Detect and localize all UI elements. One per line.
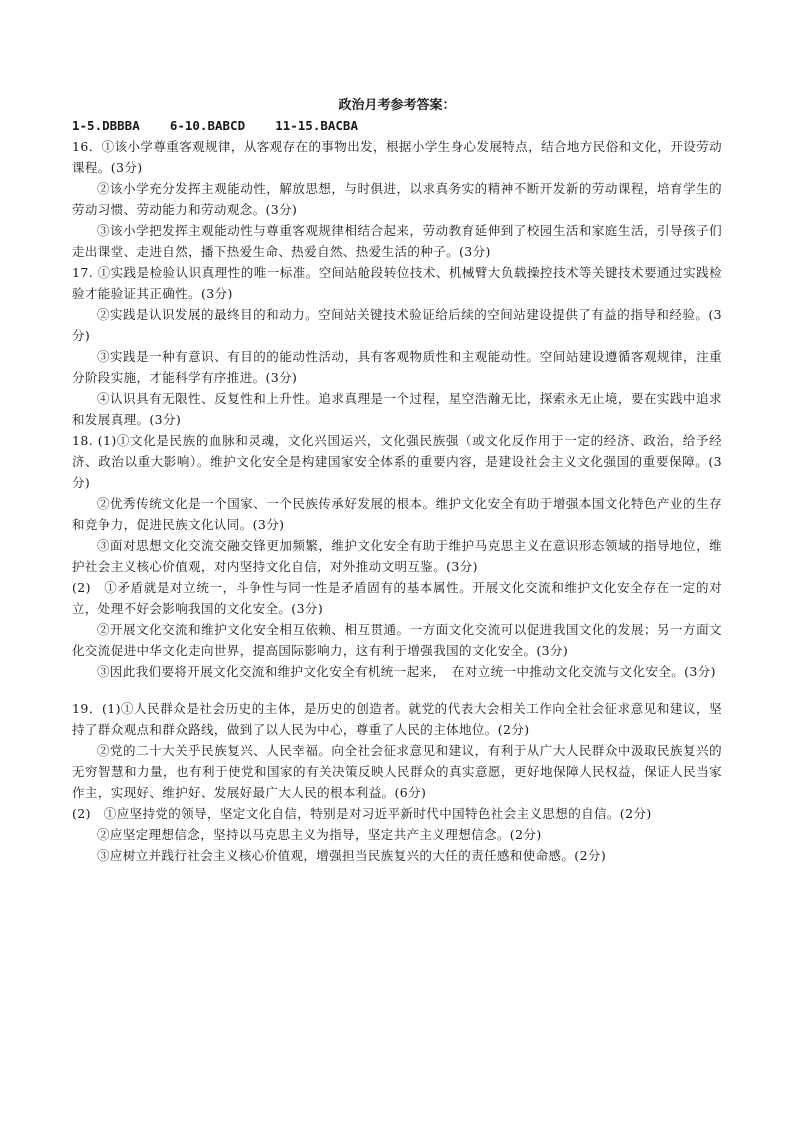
q19-part2-point-1: (2) ①应坚持党的领导，坚定文化自信，特别是对习近平新时代中国特色社会主义思想的自信。(2分)	[72, 806, 652, 821]
q19-part2-point-3: ③应树立并践行社会主义核心价值观，增强担当民族复兴的大任的责任感和使命感。(2分)	[97, 848, 607, 863]
document-title: 政治月考参考答案：	[338, 98, 456, 113]
q18-part2-point-1: (2) ①矛盾就是对立统一，斗争性与同一性是矛盾固有的基本属性。开展文化交流和维护文化安全存在一定的对立，处理不好会影响我国的文化安全。(3分)	[72, 580, 722, 616]
q18-part1-point-3: ③面对思想文化交流交融交锋更加频繁，维护文化安全有助于维护马克思主义在意识形态领域的指导地位，维护社会主义核心价值观，对内坚持文化自信，对外推动文明互鉴。(3分)	[72, 538, 722, 574]
q19-part2-point-2: ②应坚定理想信念，坚持以马克思主义为指导，坚定共产主义理想信念。(2分)	[97, 827, 542, 842]
multiple-choice-answers: 1-5.DBBBA 6-10.BABCD 11-15.BACBA	[72, 118, 358, 133]
q18-part2-point-3: ③因此我们要将开展文化交流和维护文化安全有机统一起来， 在对立统一中推动文化交流与文化安全。(3分)	[97, 664, 716, 679]
q18-part1-point-1: 18. (1)①文化是民族的血脉和灵魂，文化兴国运兴，文化强民族强（或文化反作用于一定的经济、政治，给予经济、政治以重大影响）。维护文化安全是构建国家安全体系的重要内容，是建设社会主义文化强国的重要保障。(3分)	[72, 433, 722, 490]
q18-part2-point-2: ②开展文化交流和维护文化安全相互依赖、相互贯通。一方面文化交流可以促进我国文化的发展；另一方面文化交流促进中华文化走向世界，提高国际影响力，这有利于增强我国的文化安全。(3分)	[72, 622, 722, 658]
q17-point-4: ④认识具有无限性、反复性和上升性。追求真理是一个过程，星空浩瀚无比，探索永无止境，要在实践中追求和发展真理。(3分)	[72, 391, 722, 427]
q16-point-3: ③该小学把发挥主观能动性与尊重客观规律相结合起来，劳动教育延伸到了校园生活和家庭生活，引导孩子们走出课堂、走进自然，播下热爱生命、热爱自然、热爱生活的种子。(3分)	[72, 223, 722, 259]
answer-document	[72, 96, 722, 866]
q16-point-2: ②该小学充分发挥主观能动性，解放思想，与时俱进，以求真务实的精神不断开发新的劳动课程，培育学生的劳动习惯、劳动能力和劳动观念。(3分)	[72, 181, 722, 217]
q18-part1-point-2: ②优秀传统文化是一个国家、一个民族传承好发展的根本。维护文化安全有助于增强本国文化特色产业的生存和竞争力，促进民族文化认同。(3分)	[72, 496, 722, 532]
q17-point-2: ②实践是认识发展的最终目的和动力。空间站关键技术验证给后续的空间站建设提供了有益的指导和经验。(3分)	[72, 307, 722, 343]
q17-point-1: 17. ①实践是检验认识真理性的唯一标准。空间站舱段转位技术、机械臂大负载操控技术等关键技术要通过实践检验才能验证其正确性。(3分)	[72, 265, 722, 301]
q19-part1-point-2: ②党的二十大关乎民族复兴、人民幸福。向全社会征求意见和建议，有利于从广大人民群众中汲取民族复兴的无穷智慧和力量，也有利于使党和国家的有关决策反映人民群众的真实意愿，更好地保障人民权益，保证人民当家作主，实现好、维护好、发展好最广大人民的根本利益。(6分)	[72, 743, 722, 800]
q16-point-1: 16．①该小学尊重客观规律，从客观存在的事物出发，根据小学生身心发展特点，结合地方民俗和文化，开设劳动课程。(3分)	[72, 139, 722, 175]
q19-part1-point-1: 19．(1)①人民群众是社会历史的主体，是历史的创造者。就党的代表大会相关工作向全社会征求意见和建议，坚持了群众观点和群众路线，做到了以人民为中心，尊重了人民的主体地位。(2分)	[72, 701, 722, 737]
q17-point-3: ③实践是一种有意识、有目的的能动性活动，具有客观物质性和主观能动性。空间站建设遵循客观规律，注重分阶段实施，才能科学有序推进。(3分)	[72, 349, 722, 385]
section-gap	[72, 682, 722, 698]
